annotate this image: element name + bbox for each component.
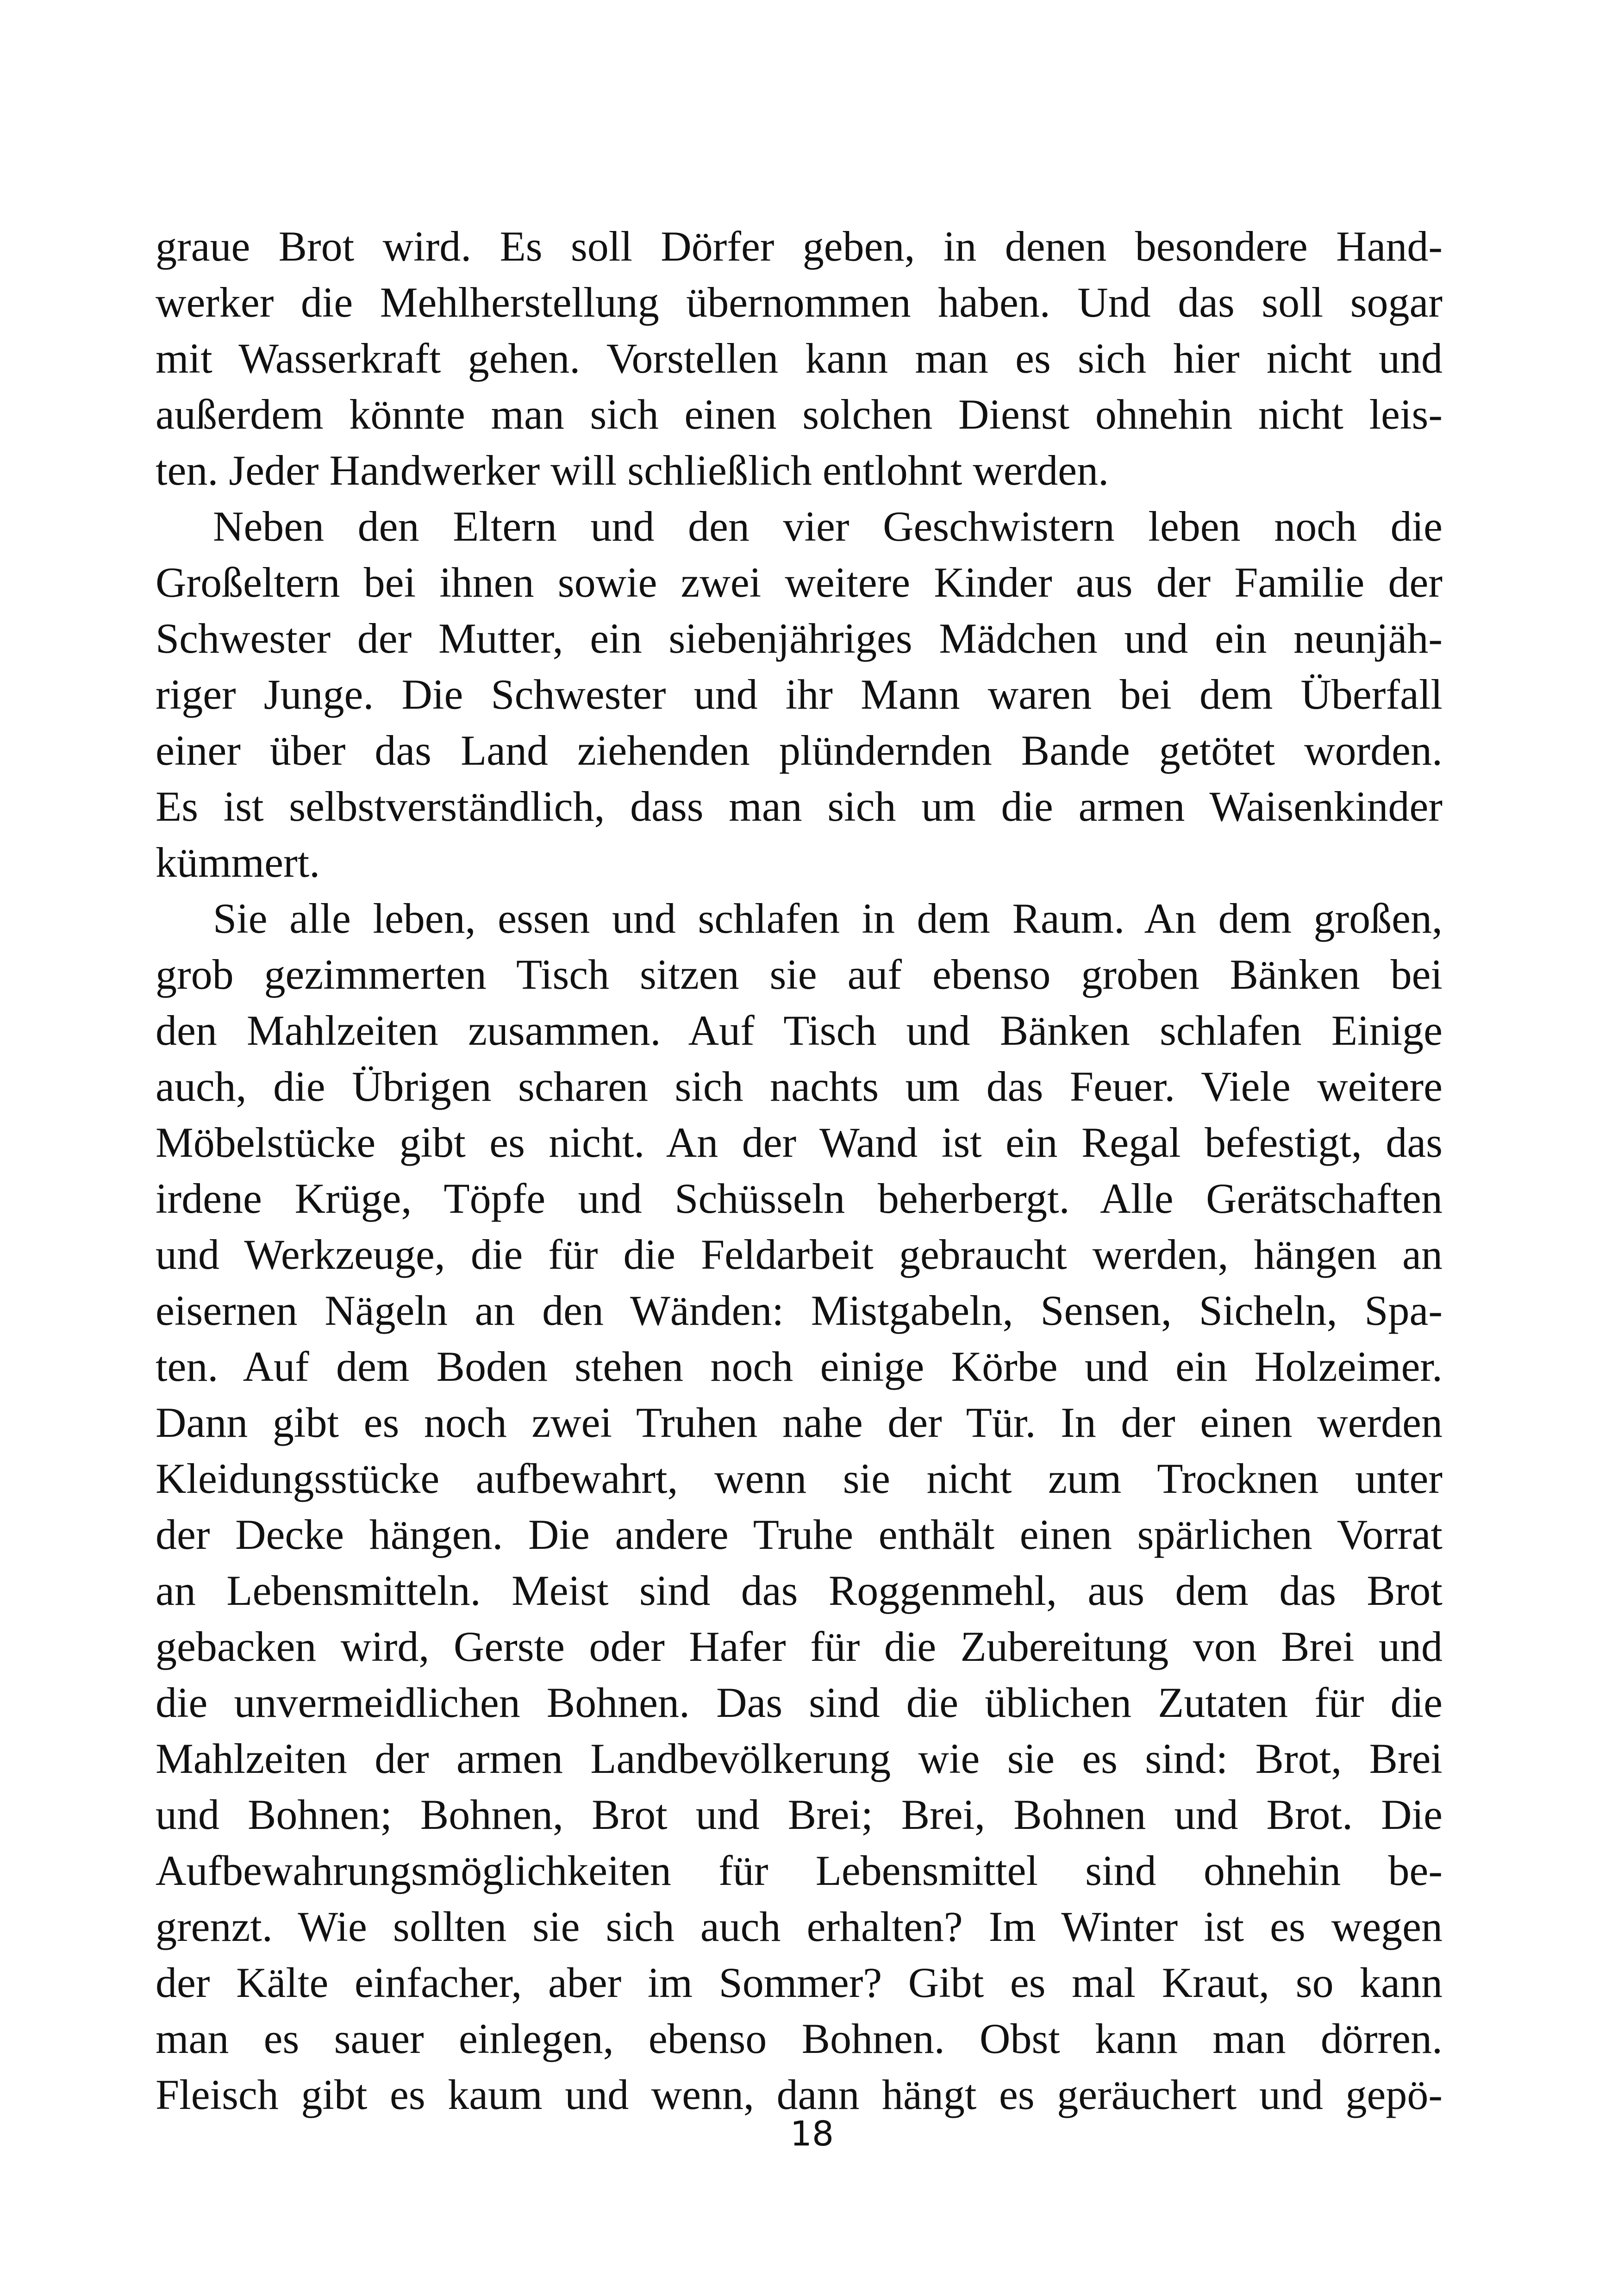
text-line: Es ist selbstverständlich, dass man sich um die armen Waisenkinder [156,783,1443,830]
text-line: grenzt. Wie sollten sie sich auch erhalten? Im Winter ist es wegen [156,1903,1443,1950]
text-line: man es sauer einlegen, ebenso Bohnen. Obst kann man dörren. [156,2015,1443,2062]
text-line: außerdem könnte man sich einen solchen Dienst ohnehin nicht leis- [156,391,1443,438]
text-line: und Bohnen; Bohnen, Brot und Brei; Brei, Bohnen und Brot. Die [156,1791,1443,1838]
text-line: Aufbewahrungsmöglichkeiten für Lebensmittel sind ohnehin be- [156,1847,1443,1894]
text-line: kümmert. [156,839,320,886]
text-line: an Lebensmitteln. Meist sind das Roggenmehl, aus dem das Brot [156,1567,1443,1614]
text-line: auch, die Übrigen scharen sich nachts um das Feuer. Viele weitere [156,1063,1443,1110]
text-line: gebacken wird, Gerste oder Hafer für die Zubereitung von Brei und [156,1623,1443,1670]
text-line: Dann gibt es noch zwei Truhen nahe der Tür. In der einen werden [156,1399,1443,1446]
text-line: Großeltern bei ihnen sowie zwei weitere Kinder aus der Familie der [156,559,1443,606]
text-line: eisernen Nägeln an den Wänden: Mistgabeln, Sensen, Sicheln, Spa- [156,1287,1443,1334]
text-line: Schwester der Mutter, ein siebenjähriges Mädchen und ein neunjäh- [156,615,1443,662]
text-line: werker die Mehlherstellung übernommen haben. Und das soll sogar [156,279,1443,326]
text-line: mit Wasserkraft gehen. Vorstellen kann man es sich hier nicht und [156,335,1443,382]
text-line: riger Junge. Die Schwester und ihr Mann waren bei dem Überfall [156,671,1443,718]
text-line: Mahlzeiten der armen Landbevölkerung wie sie es sind: Brot, Brei [156,1735,1443,1782]
text-line: Sie alle leben, essen und schlafen in dem Raum. An dem großen, [213,895,1443,942]
text-line: die unvermeidlichen Bohnen. Das sind die üblichen Zutaten für die [156,1679,1443,1726]
page-number: 18 [790,2114,834,2154]
text-line: Neben den Eltern und den vier Geschwistern leben noch die [213,503,1443,550]
text-line: Fleisch gibt es kaum und wenn, dann hängt es geräuchert und gepö- [156,2071,1443,2118]
text-line: Möbelstücke gibt es nicht. An der Wand ist ein Regal befestigt, das [156,1119,1443,1166]
text-line: den Mahlzeiten zusammen. Auf Tisch und Bänken schlafen Einige [156,1007,1443,1054]
text-line: der Decke hängen. Die andere Truhe enthält einen spärlichen Vorrat [156,1511,1443,1558]
body-text [156,218,1443,2123]
text-line: graue Brot wird. Es soll Dörfer geben, in denen besondere Hand- [156,223,1443,270]
text-line: irdene Krüge, Töpfe und Schüsseln beherbergt. Alle Gerätschaften [156,1175,1443,1222]
text-line: einer über das Land ziehenden plündernden Bande getötet worden. [156,727,1443,774]
text-line: der Kälte einfacher, aber im Sommer? Gibt es mal Kraut, so kann [156,1959,1443,2006]
text-line: ten. Auf dem Boden stehen noch einige Körbe und ein Holzeimer. [156,1343,1443,1390]
text-line: grob gezimmerten Tisch sitzen sie auf ebenso groben Bänken bei [156,951,1443,998]
text-line: ten. Jeder Handwerker will schließlich entlohnt werden. [156,447,1109,494]
text-line: Kleidungsstücke aufbewahrt, wenn sie nicht zum Trocknen unter [156,1455,1443,1502]
text-line: und Werkzeuge, die für die Feldarbeit gebraucht werden, hängen an [156,1231,1443,1278]
